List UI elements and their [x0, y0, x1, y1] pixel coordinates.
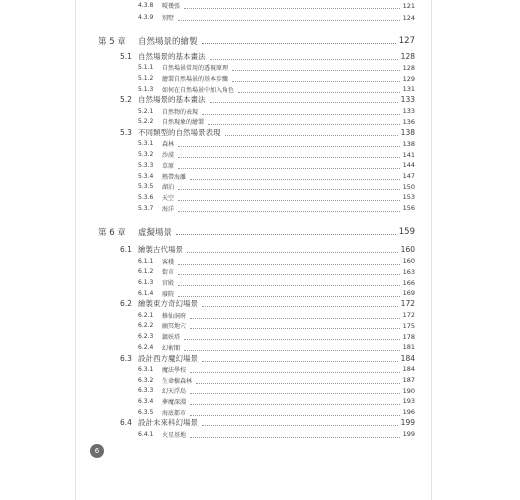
dot-leader: [202, 361, 398, 362]
toc-entry-title: 湖泊: [162, 184, 175, 192]
toc-entry-page: 138: [400, 128, 415, 138]
toc-item-row: [76, 331, 431, 342]
toc-entry-title: 自然場景常用的透視原理: [162, 65, 229, 73]
toc-entry-page: 187: [402, 376, 415, 384]
toc-item-row: [76, 429, 431, 440]
toc-entry-number: 6.3: [120, 353, 132, 363]
dot-leader: [178, 157, 400, 158]
toc-item-row: [76, 138, 431, 149]
toc-entry-page: 166: [402, 278, 415, 287]
toc-entry-page: 153: [402, 193, 415, 202]
toc-entry-title: 修仙洞府: [162, 312, 187, 320]
toc-entry-page: 172: [400, 299, 415, 309]
toc-entry-number: 5.3.2: [138, 151, 154, 159]
toc-item-row: [76, 396, 431, 407]
toc-item-row: [76, 160, 431, 171]
toc-entry-title: 生命樹森林: [162, 377, 193, 385]
toc-entry-title: 幻天浮島: [162, 388, 187, 396]
toc-entry-page: 199: [400, 418, 415, 428]
toc-entry-number: 5.1.2: [138, 75, 154, 82]
toc-entry-number: 6.1.1: [138, 257, 154, 265]
toc-entry-title: 不同類型的自然場景表現: [138, 128, 221, 138]
dot-leader: [208, 124, 400, 125]
toc-item-row: [76, 277, 431, 288]
toc-entry-number: 6.3.2: [138, 376, 154, 384]
toc-entry-number: 4.3.8: [138, 2, 154, 9]
toc-entry-page: 136: [402, 117, 415, 126]
toc-entry-number: 5.3.3: [138, 161, 154, 169]
dot-leader: [202, 425, 398, 426]
toc-entry-number: 6.3.5: [138, 408, 154, 416]
toc-entry-page: 156: [402, 204, 415, 213]
toc-entry-page: 175: [402, 321, 415, 330]
toc-entry-title: 如何在自然場景中加入角色: [162, 86, 235, 94]
toc-item-row: [76, 375, 431, 386]
toc-section-row: [76, 353, 431, 364]
dot-leader: [190, 328, 400, 329]
toc-entry-page: 133: [402, 107, 415, 116]
toc-entry-page: 150: [402, 182, 415, 191]
dot-leader: [190, 393, 400, 394]
toc-item-row: [76, 73, 431, 84]
toc-item-row: [76, 12, 431, 23]
toc-entry-number: 6.3.3: [138, 387, 154, 395]
dot-leader: [178, 200, 400, 201]
toc-entry-title: 廢院: [162, 290, 175, 298]
toc-entry-page: 196: [402, 408, 415, 417]
dot-leader: [190, 318, 400, 319]
toc-entry-title: 火星基地: [162, 431, 187, 439]
book-page: [75, 0, 432, 500]
toc-entry-title: 虛擬場景: [138, 227, 173, 238]
toc-entry-page: 169: [402, 289, 415, 298]
toc-entry-title: 繪製古代場景: [138, 245, 183, 255]
toc-entry-page: 131: [402, 85, 415, 94]
toc-entry-title: 繪製自然場景的基本步驟: [162, 76, 229, 83]
toc-item-row: [76, 192, 431, 203]
toc-entry-title: 自然場景的基本畫法: [138, 52, 206, 61]
toc-item-row: [76, 171, 431, 182]
toc-item-row: [76, 320, 431, 331]
toc-entry-title: 幽冥地穴: [162, 323, 187, 331]
toc-entry-page: 184: [400, 353, 415, 363]
toc-entry-number: 6.1.2: [138, 268, 154, 276]
toc-entry-title: 熱帶海灘: [162, 173, 187, 181]
dot-leader: [178, 264, 400, 265]
toc-entry-page: 163: [402, 267, 415, 276]
toc-entry-title: 鎮妖塔: [162, 334, 181, 342]
toc-item-row: [76, 266, 431, 277]
page-number-badge: 6: [90, 444, 104, 458]
toc-item-row: [76, 149, 431, 160]
toc-entry-title: 自然物的表現: [162, 108, 199, 116]
dot-leader: [190, 415, 400, 416]
toc-entry-number: 6.3.4: [138, 397, 154, 405]
toc-entry-page: 128: [402, 63, 415, 72]
toc-section-row: [76, 244, 431, 255]
toc-entry-number: 5.2: [120, 95, 132, 105]
toc-entry-number: 5.1: [120, 52, 132, 61]
toc-section-row: [76, 51, 431, 62]
toc-entry-title: 海底都市: [162, 409, 187, 417]
dot-leader: [178, 274, 400, 275]
dot-leader: [187, 252, 398, 253]
toc-entry-number: 6.1: [120, 245, 132, 255]
dot-leader: [232, 81, 400, 82]
toc-chapter-row: [76, 226, 431, 237]
dot-leader: [210, 59, 398, 60]
toc-entry-page: 128: [400, 52, 415, 61]
toc-entry-page: 181: [402, 343, 415, 352]
toc-item-row: [76, 106, 431, 117]
toc-entry-title: 海洋: [162, 205, 175, 213]
toc-item-row: [76, 181, 431, 192]
toc-entry-title: 魔法學校: [162, 366, 187, 374]
dot-leader: [202, 306, 398, 307]
dot-leader: [178, 211, 400, 212]
toc-entry-number: 6.2: [120, 299, 132, 309]
toc-entry-number: 5.3: [120, 128, 132, 138]
dot-leader: [190, 179, 400, 180]
toc-entry-title: 街市: [162, 269, 175, 277]
toc-entry-title: 天空: [162, 194, 175, 202]
toc-item-row: [76, 62, 431, 73]
dot-leader: [232, 70, 400, 71]
toc-entry-number: 6.3.1: [138, 365, 154, 373]
toc-entry-title: 沙漠: [162, 152, 175, 160]
toc-entry-title: 森林: [162, 141, 175, 149]
toc-entry-title: 繪製東方奇幻場景: [138, 299, 198, 309]
toc-item-row: [76, 203, 431, 214]
toc-entry-title: 夢魔深淵: [162, 398, 187, 406]
toc-entry-page: 199: [402, 430, 415, 439]
toc-section-row: [76, 94, 431, 105]
toc-entry-title: 幻術閣: [162, 344, 181, 352]
toc-entry-number: 第 5 章: [98, 36, 126, 47]
toc-section-row: [76, 298, 431, 309]
toc-item-row: [76, 0, 431, 11]
toc-entry-page: 178: [402, 332, 415, 341]
toc-entry-page: 144: [402, 161, 415, 170]
toc-item-row: [76, 256, 431, 267]
toc-entry-number: 6.1.3: [138, 279, 154, 286]
toc-item-row: [76, 288, 431, 299]
dot-leader: [178, 296, 400, 297]
toc-item-row: [76, 116, 431, 127]
dot-leader: [178, 146, 400, 147]
dot-leader: [178, 168, 400, 169]
toc-entry-number: 6.4.1: [138, 430, 154, 438]
toc-entry-page: 160: [402, 257, 415, 266]
toc-entry-number: 4.3.9: [138, 14, 154, 21]
toc-entry-title: 自然場景的基本畫法: [138, 95, 206, 105]
toc-entry-number: 5.3.7: [138, 204, 154, 212]
dot-leader: [210, 102, 398, 103]
dot-leader: [225, 135, 398, 136]
toc-entry-page: 141: [402, 150, 415, 159]
dot-leader: [238, 92, 400, 93]
toc-entry-page: 124: [402, 13, 415, 22]
toc-entry-page: 184: [402, 365, 415, 374]
toc-entry-number: 5.1.3: [138, 85, 154, 93]
toc-entry-number: 6.1.4: [138, 289, 154, 297]
toc-entry-page: 138: [402, 139, 415, 148]
dot-leader: [196, 383, 400, 384]
toc-entry-page: 193: [402, 397, 415, 406]
toc-chapter-row: [76, 35, 431, 46]
dot-leader: [190, 372, 400, 373]
toc-entry-number: 5.2.2: [138, 118, 154, 126]
toc-entry-title: 自然場景的繪製: [138, 36, 198, 47]
dot-leader: [202, 114, 400, 115]
dot-leader: [184, 339, 400, 340]
dot-leader: [184, 8, 400, 9]
toc-entry-number: 6.2.3: [138, 333, 154, 341]
toc-entry-number: 6.2.4: [138, 343, 154, 351]
dot-leader: [184, 350, 400, 351]
dot-leader: [176, 234, 396, 235]
toc-entry-title: 設計未來科幻場景: [138, 418, 198, 428]
toc-entry-title: 別墅: [162, 15, 175, 22]
toc-entry-number: 6.2.1: [138, 311, 154, 319]
toc-entry-number: 5.3.5: [138, 183, 154, 191]
toc-entry-title: 設計西方魔幻場景: [138, 353, 198, 363]
dot-leader: [178, 20, 400, 21]
toc-entry-title: 草原: [162, 162, 175, 170]
toc-item-row: [76, 385, 431, 396]
toc-entry-number: 6.2.2: [138, 322, 154, 330]
toc-item-row: [76, 407, 431, 418]
toc-section-row: [76, 417, 431, 428]
toc-entry-page: 121: [402, 1, 415, 10]
toc-entry-number: 5.2.1: [138, 107, 154, 115]
toc-entry-page: 190: [402, 386, 415, 395]
toc-section-row: [76, 127, 431, 138]
toc-entry-number: 第 6 章: [98, 227, 126, 238]
dot-leader: [178, 285, 400, 286]
toc-entry-page: 129: [402, 74, 415, 83]
toc-entry-page: 160: [400, 245, 415, 255]
toc-item-row: [76, 364, 431, 375]
toc-item-row: [76, 310, 431, 321]
toc-entry-title: 客棧: [162, 258, 175, 266]
toc-entry-page: 127: [398, 35, 415, 46]
toc-item-row: [76, 84, 431, 95]
toc-entry-page: 159: [398, 226, 415, 237]
dot-leader: [178, 189, 400, 190]
toc-entry-title: 嗄幾張: [162, 3, 181, 10]
toc-item-row: [76, 342, 431, 353]
toc-entry-number: 5.3.4: [138, 172, 154, 180]
toc-entry-number: 5.3.1: [138, 140, 154, 148]
toc-entry-title: 宮殿: [162, 280, 175, 287]
toc-entry-page: 147: [402, 172, 415, 180]
dot-leader: [190, 404, 400, 405]
toc-entry-page: 133: [400, 95, 415, 105]
toc-entry-number: 6.4: [120, 418, 132, 428]
toc-entry-page: 172: [402, 311, 415, 320]
dot-leader: [202, 43, 396, 44]
toc-entry-title: 自然現象的繪製: [162, 119, 205, 127]
toc-entry-number: 5.1.1: [138, 64, 154, 72]
dot-leader: [190, 437, 400, 438]
toc-entry-number: 5.3.6: [138, 193, 154, 201]
